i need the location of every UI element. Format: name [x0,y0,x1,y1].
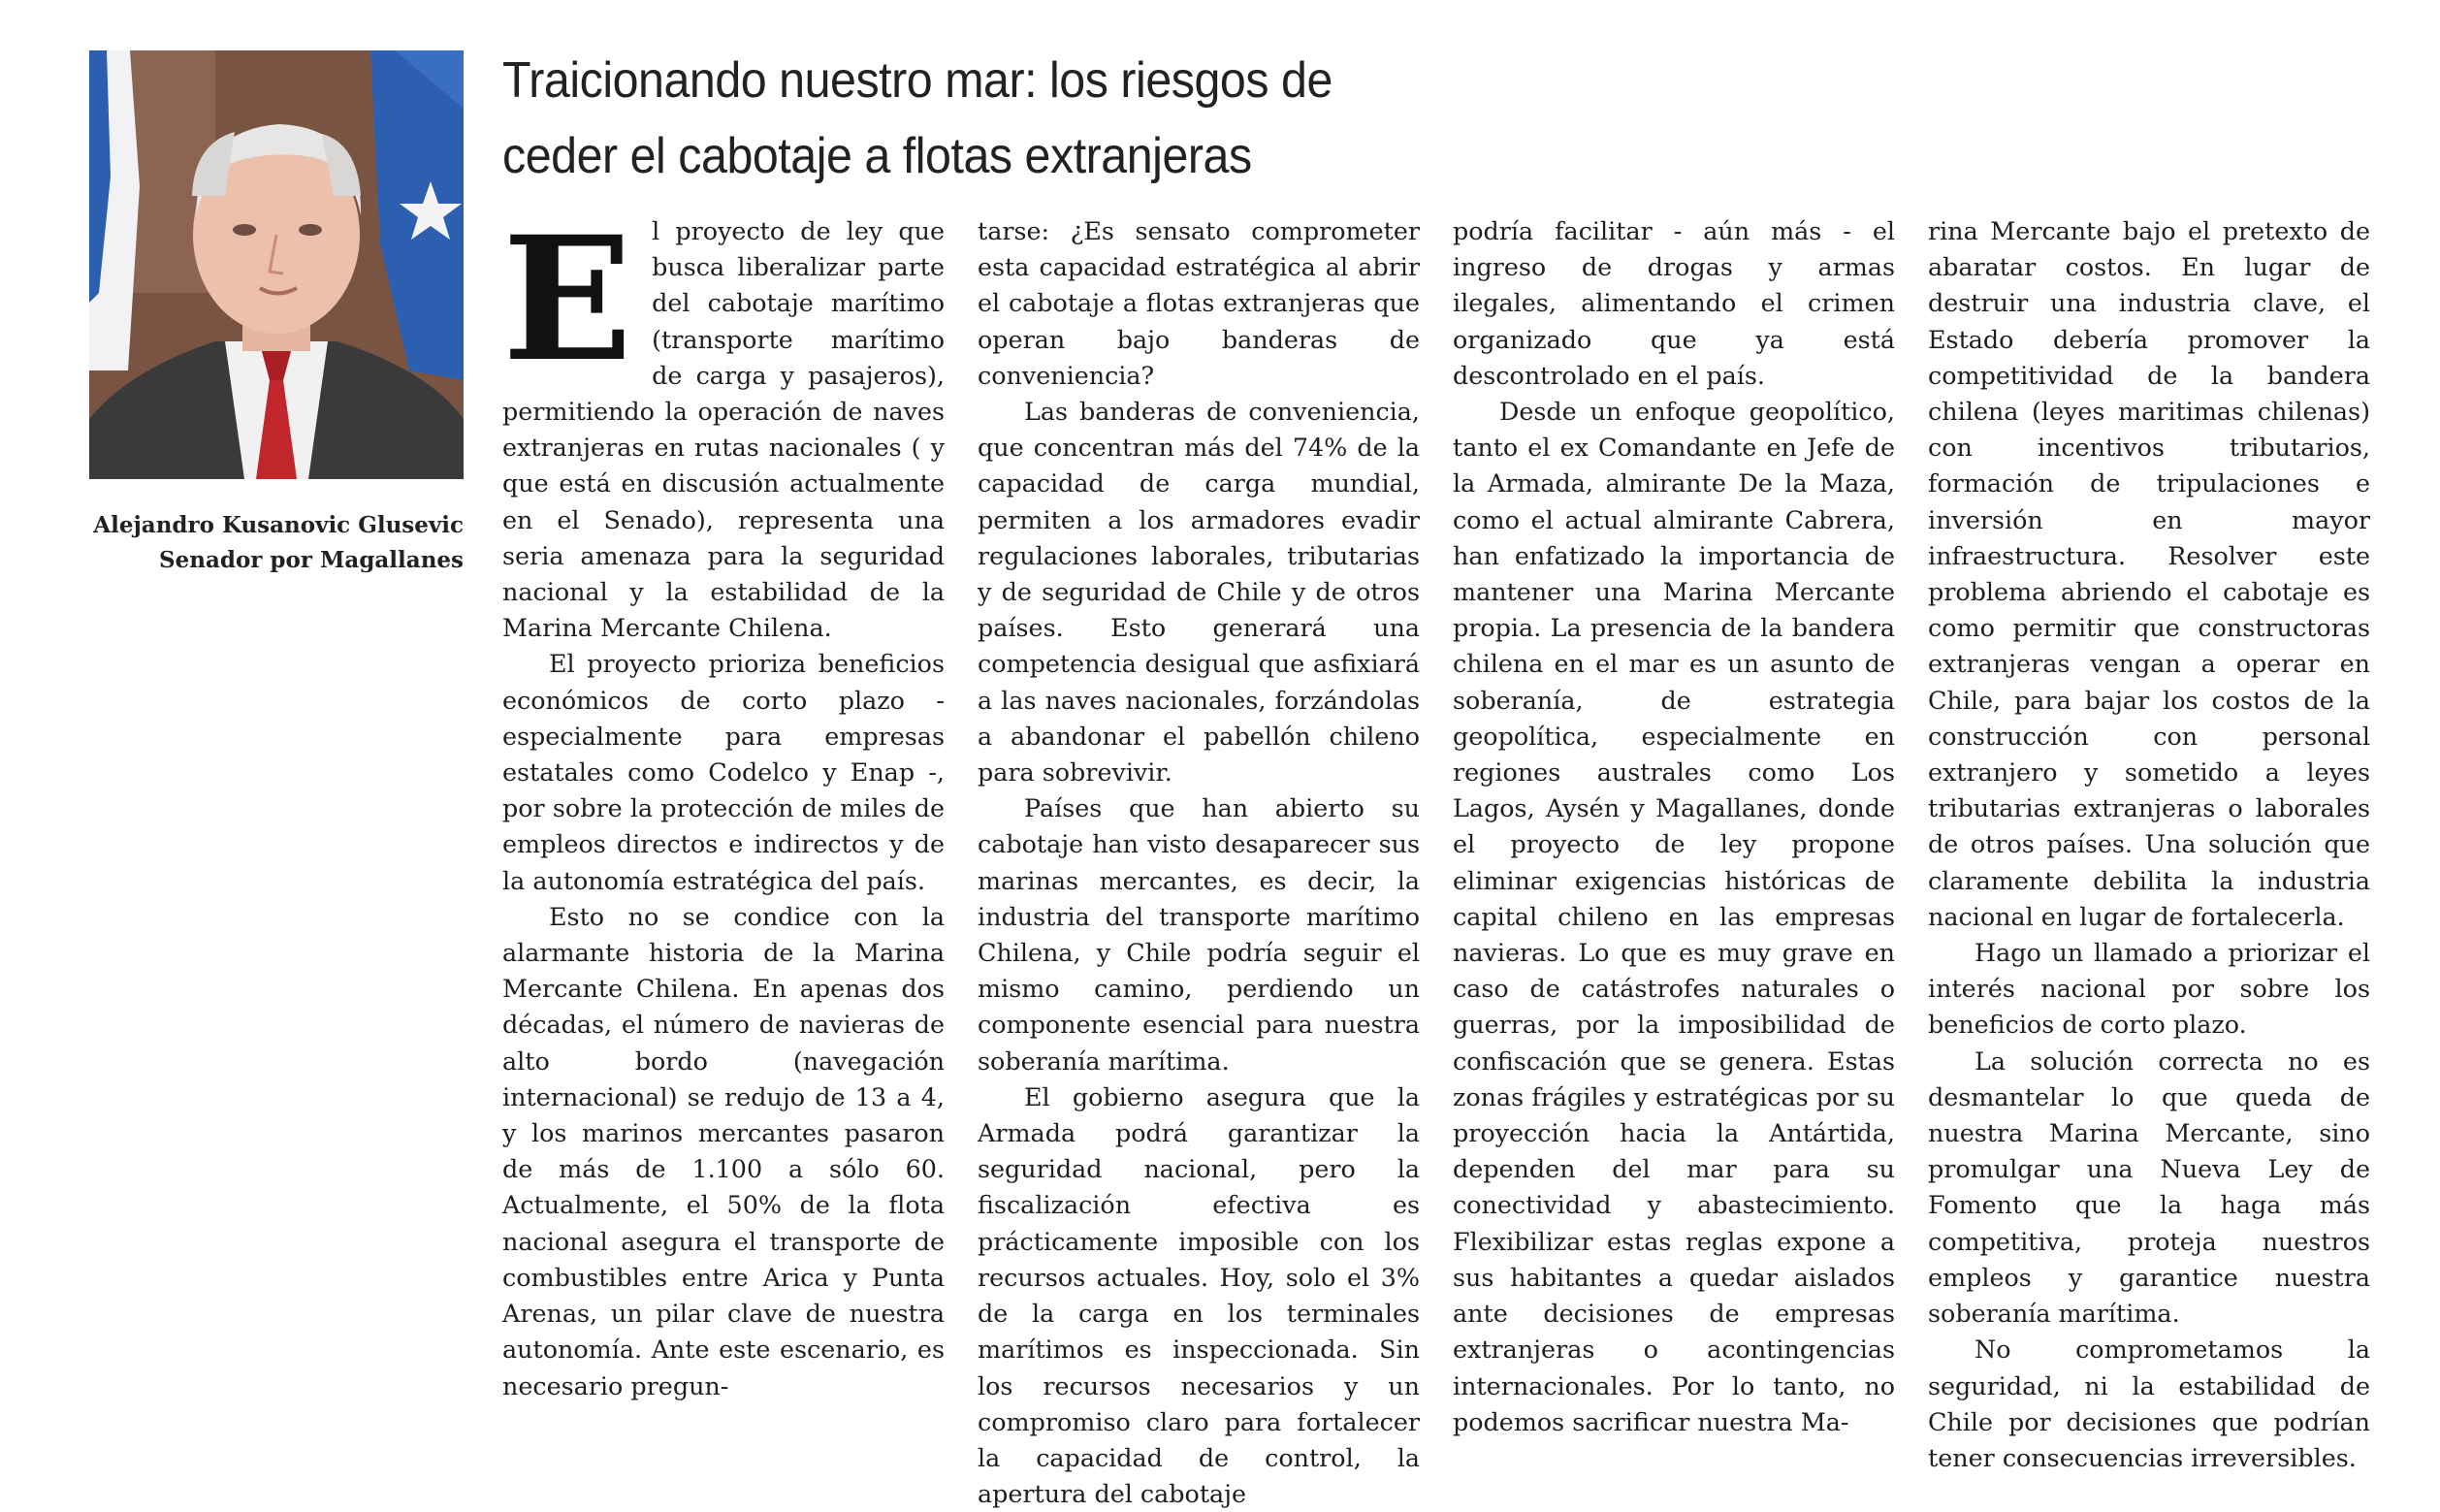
paragraph: tarse: ¿Es sensato comprometer esta capacidad estratégica al abrir el cabotaje a flotas extranjeras que operan bajo banderas de conveniencia? [978,216,1420,390]
article-headline [502,43,1945,194]
paragraph: l proyecto de ley que busca liberalizar parte del cabotaje marítimo (transporte marítimo de carga y pasajeros), permitiendo la operación de naves extranjeras en rutas nacionales ( y que está en discusión actualmente en el Senado), representa una seria amenaza para la seguridad nacional y la estabilidad de la Marina Mercante Chilena. [502,216,945,643]
paragraph: Desde un enfoque geopolítico, tanto el ex Comandante en Jefe de la Armada, almirante De la Maza, como el actual almirante Cabrera, han enfatizado la importancia de mantener una Marina Mercante propia. La presencia de la bandera chilena en el mar es un asunto de soberanía, de estrategia geopolítica, especialmente en regiones australes como Los Lagos, Aysén y Magallanes, donde el proyecto de ley propone eliminar exigencias históricas de capital chileno en las empresas navieras. Lo que es muy grave en caso de catástrofes naturales o guerras, por la imposibilidad de confiscación que se genera. Estas zonas frágiles y estratégicas por su proyección hacia la Antártida, dependen del mar para su conectividad y abastecimiento. Flexibilizar estas reglas expone a sus habitantes a quedar aislados ante decisiones de empresas extranjeras o acontingencias internacionales. Por lo tanto, no podemos sacrificar nuestra Ma- [1453,397,1895,1436]
paragraph: La solución correcta no es desmantelar lo que queda de nuestra Marina Mercante, sino promulgar una Nueva Ley de Fomento que la haga más competitiva, proteja nuestros empleos y garantice nuestra soberanía marítima. [1928,1046,2370,1329]
author-byline [19,508,464,578]
paragraph: rina Mercante bajo el pretexto de abaratar costos. En lugar de destruir una industria clave, el Estado debería promover la competitividad de la bandera chilena (leyes maritimas chilenas) con incentivos tributarios, formación de tripulaciones e inversión en mayor infraestructura. Resolver este problema abriendo el cabotaje es como permitir que constructoras extranjeras vengan a operar en Chile, para bajar los costos de la construcción con personal extranjero y sometido a leyes tributarias extranjeras o laborales de otros países. Una solución que claramente debilita la industria nacional en lugar de fortalecerla. [1928,216,2370,931]
author-portrait [89,50,464,479]
article-column-1 [502,199,945,1479]
author-photo [89,50,464,479]
paragraph: Hago un llamado a priorizar el interés nacional por sobre los beneficios de corto plazo. [1928,938,2370,1040]
paragraph: El proyecto prioriza beneficios económicos de corto plazo -especialmente para empresas estatales como Codelco y Enap -, por sobre la protección de miles de empleos directos e indirectos y de la autonomía estratégica del país. [502,649,945,895]
author-name: Alejandro Kusanovic Glusevic [93,512,464,538]
paragraph: podría facilitar - aún más - el ingreso de drogas y armas ilegales, alimentando el crimen organizado que ya está descontrolado en el país. [1453,216,1895,390]
drop-cap: E [502,199,633,400]
article-column-4 [1928,213,2370,1479]
paragraph: Esto no se condice con la alarmante historia de la Marina Mercante Chilena. En apenas dos décadas, el número de navieras de alto bordo (navegación internacional) se redujo de 13 a 4, y los marinos mercantes pasaron de más de 1.100 a sólo 60. Actualmente, el 50% de la flota nacional asegura el transporte de combustibles entre Arica y Punta Arenas, un pilar clave de nuestra autonomía. Ante este escenario, es necesario pregun- [502,901,945,1400]
paragraph: El gobierno asegura que la Armada podrá garantizar la seguridad nacional, pero la fiscalización efectiva es prácticamente imposible con los recursos actuales. Hoy, solo el 3% de la carga en los terminales marítimos es inspeccionada. Sin los recursos necesarios y un compromiso claro para fortalecer la capacidad de control, la apertura del cabotaje [978,1081,1420,1509]
paragraph: Las banderas de conveniencia, que concentran más del 74% de la capacidad de carga mundial, permiten a los armadores evadir regulaciones laborales, tributarias y de seguridad de Chile y de otros países. Esto generará una competencia desigual que asfixiará a las naves nacionales, forzándolas a abandonar el pabellón chileno para sobrevivir. [978,397,1420,788]
author-title: Senador por Magallanes [159,547,464,573]
headline-line-1: Traicionando nuestro mar: los riesgos de [502,52,1332,109]
article-column-2 [978,213,1420,1509]
paragraph: Países que han abierto su cabotaje han visto desaparecer sus marinas mercantes, es decir, la industria del transporte marítimo Chilena, y Chile podría seguir el mismo camino, perdiendo un componente esencial para nuestra soberanía marítima. [978,793,1420,1076]
headline-line-2: ceder el cabotaje a flotas extranjeras [502,128,1252,184]
paragraph: No comprometamos la seguridad, ni la estabilidad de Chile por decisiones que podrían tener consecuencias irreversibles. [1928,1335,2370,1472]
article-column-3 [1453,213,1895,1479]
